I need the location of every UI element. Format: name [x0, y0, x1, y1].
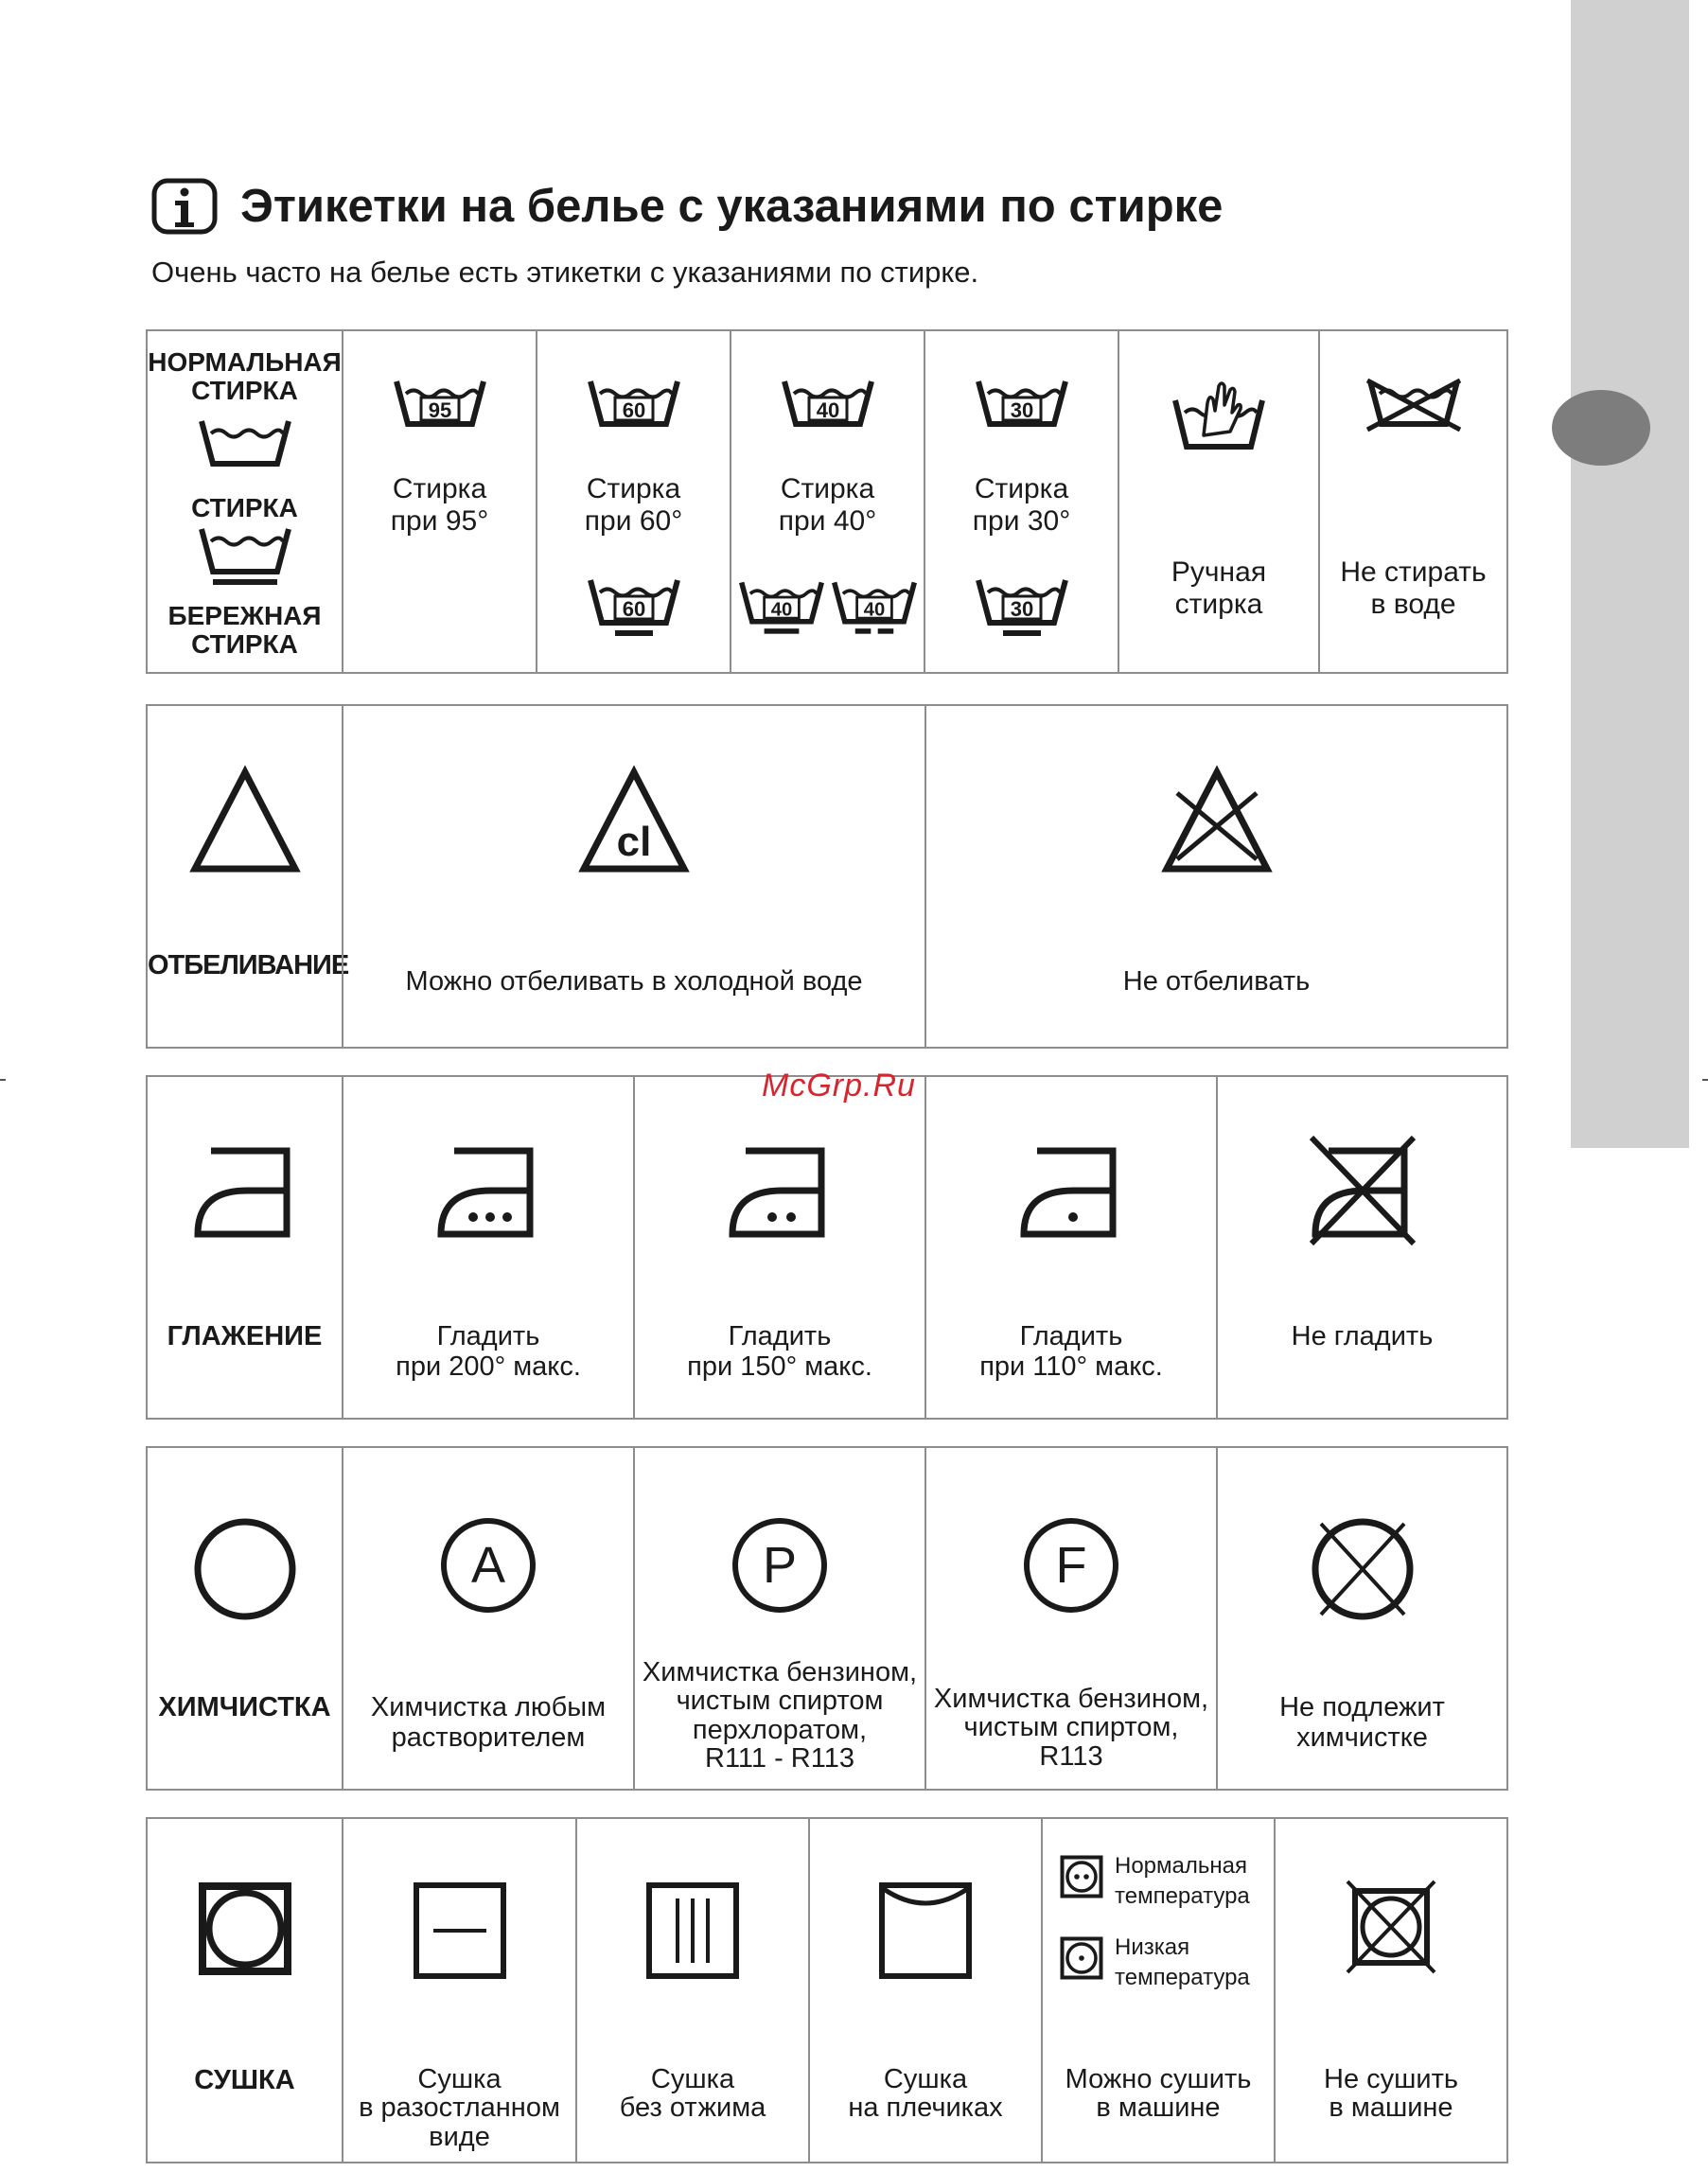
- normal-temp-legend: [1060, 1855, 1250, 1913]
- normal-temp-text: Нормальная температура: [1115, 1853, 1250, 1910]
- svg-text:F: F: [1055, 1537, 1087, 1594]
- washing-table: [146, 329, 1508, 674]
- drying-table: [146, 1817, 1508, 2163]
- dry-flat-cell: [342, 1819, 575, 2162]
- no-wash-text: Не стирать в воде: [1340, 556, 1487, 620]
- machine-dry-cell: [1041, 1819, 1274, 2162]
- iron-200-text: Гладить при 200° макс.: [396, 1321, 581, 1383]
- gentle-wash-tub-icon: [198, 524, 292, 591]
- wash-30-cell: [924, 331, 1118, 672]
- no-machine-dry-text: Не сушить в машине: [1324, 2064, 1458, 2124]
- page-title: Этикетки на белье с указаниями по стирке: [240, 181, 1224, 232]
- iron-category-cell: [148, 1077, 342, 1418]
- hanger-dry-cell: [808, 1819, 1041, 2162]
- hand-wash-icon: [1171, 377, 1266, 452]
- no-wash-cell: [1318, 331, 1506, 672]
- dry-clean-f-icon: [1022, 1516, 1120, 1615]
- dry-clean-f-cell: [924, 1448, 1216, 1789]
- bleach-triangle-icon: [188, 765, 302, 874]
- iron-200-cell: [342, 1077, 633, 1418]
- no-iron-cell: [1216, 1077, 1506, 1418]
- dry-category-cell: [148, 1819, 342, 2162]
- dry-clean-p-icon: [731, 1516, 829, 1615]
- dry-clean-p-cell: [633, 1448, 924, 1789]
- washing-legend-cell: [148, 331, 342, 672]
- bleach-cl-icon: [577, 765, 691, 874]
- iron-150-cell: [633, 1077, 924, 1418]
- crop-mark-left: [0, 1079, 6, 1081]
- no-wash-icon: [1362, 377, 1466, 435]
- wash-40-gentle-icon: [738, 575, 825, 642]
- dry-clean-a-icon: [439, 1516, 537, 1615]
- ironing-table: [146, 1075, 1508, 1420]
- side-tab: [1571, 0, 1689, 1148]
- wash-95-text: Стирка при 95°: [390, 473, 489, 537]
- bleach-cold-text: Можно отбеливать в холодной воде: [405, 966, 863, 997]
- dry-flat-icon: [413, 1881, 507, 1980]
- drip-dry-text: Сушка без отжима: [619, 2064, 766, 2124]
- no-bleach-text: Не отбеливать: [1122, 966, 1311, 997]
- tumble-dry-icon: [198, 1881, 292, 1976]
- dry-clean-p-text: Химчистка бензином, чистым спиртом перхлоратом, R111 - R113: [642, 1657, 918, 1775]
- no-iron-text: Не гладить: [1291, 1321, 1434, 1351]
- no-dry-clean-text: Не подлежит химчистке: [1279, 1692, 1445, 1754]
- wash-40-icon: [781, 377, 875, 433]
- svg-text:95: 95: [428, 398, 451, 422]
- svg-text:cl: cl: [616, 819, 652, 865]
- svg-text:60: 60: [622, 597, 645, 621]
- delicate-wash-label: БЕРЕЖНАЯ СТИРКА: [167, 601, 322, 660]
- wash-40-very-gentle-icon: [831, 575, 918, 642]
- no-dry-clean-icon: [1310, 1516, 1416, 1622]
- wash-30-text: Стирка при 30°: [972, 473, 1071, 537]
- svg-text:40: 40: [770, 599, 792, 621]
- dry-clean-circle-icon: [192, 1516, 298, 1622]
- drip-dry-cell: [575, 1819, 808, 2162]
- iron-110-cell: [924, 1077, 1216, 1418]
- svg-text:40: 40: [863, 599, 885, 621]
- tumble-dry-normal-icon: [1060, 1855, 1103, 1898]
- tumble-dry-low-icon: [1060, 1936, 1103, 1980]
- wash-95-icon: [393, 377, 487, 433]
- wash-60-gentle-icon: [587, 575, 681, 642]
- iron-150-text: Гладить при 150° макс.: [687, 1321, 872, 1383]
- svg-text:40: 40: [816, 398, 839, 422]
- wash-40-cell: [730, 331, 924, 672]
- no-machine-dry-cell: [1274, 1819, 1506, 2162]
- svg-text:30: 30: [1010, 398, 1033, 422]
- page-subtitle: Очень часто на белье есть этикетки с указаниями по стирке.: [151, 256, 979, 289]
- info-icon: [151, 178, 218, 235]
- dry-clean-f-text: Химчистка бензином, чистым спиртом, R113: [933, 1684, 1209, 1772]
- wash-95-cell: [342, 331, 536, 672]
- low-temp-legend: [1060, 1936, 1250, 1994]
- dry-flat-text: Сушка в разостланном виде: [359, 2064, 560, 2152]
- svg-text:30: 30: [1010, 597, 1033, 621]
- no-tumble-dry-icon: [1344, 1878, 1438, 1976]
- dry-clean-table: [146, 1446, 1508, 1791]
- iron-icon: [192, 1145, 298, 1240]
- dry-clean-category-cell: [148, 1448, 342, 1789]
- normal-wash-label: НОРМАЛЬНАЯ СТИРКА: [148, 347, 342, 406]
- dry-clean-a-cell: [342, 1448, 633, 1789]
- watermark: McGrp.Ru: [762, 1068, 916, 1104]
- crop-mark-right: [1702, 1079, 1708, 1081]
- svg-text:P: P: [762, 1537, 798, 1594]
- chapter-marker: [1552, 390, 1650, 466]
- low-temp-text: Низкая температура: [1115, 1934, 1250, 1991]
- svg-text:60: 60: [622, 398, 645, 422]
- no-dry-clean-cell: [1216, 1448, 1506, 1789]
- wash-30-gentle-icon: [975, 575, 1069, 642]
- iron-110-icon: [1018, 1145, 1124, 1240]
- hand-wash-cell: [1118, 331, 1318, 672]
- dry-category-label: СУШКА: [194, 2065, 295, 2095]
- wash-40-gentle-icons: [738, 575, 918, 642]
- wash-40-text: Стирка при 40°: [778, 473, 877, 537]
- hanger-dry-icon: [878, 1881, 973, 1980]
- hanger-dry-text: Сушка на плечиках: [848, 2064, 1003, 2124]
- svg-text:A: A: [470, 1537, 506, 1594]
- wash-60-cell: [536, 331, 730, 672]
- machine-dry-text: Можно сушить в машине: [1065, 2064, 1252, 2124]
- bleach-table: [146, 704, 1508, 1049]
- iron-110-text: Гладить при 110° макс.: [979, 1321, 1163, 1383]
- bleach-cold-cell: [342, 706, 924, 1047]
- header: [151, 178, 1223, 235]
- bleach-category-cell: [148, 706, 349, 1047]
- wash-30-icon: [975, 377, 1069, 433]
- no-bleach-icon: [1160, 765, 1274, 874]
- drip-dry-icon: [645, 1881, 740, 1980]
- bleach-category-label: ОТБЕЛИВАНИЕ: [148, 950, 349, 980]
- gentle-wash-label: СТИРКА: [191, 493, 298, 522]
- iron-150-icon: [727, 1145, 833, 1240]
- normal-wash-tub-icon: [198, 416, 292, 469]
- wash-60-icon: [587, 377, 681, 433]
- iron-category-label: ГЛАЖЕНИЕ: [167, 1321, 323, 1351]
- dry-clean-category-label: ХИМЧИСТКА: [158, 1692, 331, 1722]
- dry-clean-a-text: Химчистка любым растворителем: [370, 1692, 607, 1754]
- no-iron-icon: [1304, 1132, 1421, 1249]
- wash-60-text: Стирка при 60°: [584, 473, 683, 537]
- no-bleach-cell: [924, 706, 1506, 1047]
- iron-200-icon: [435, 1145, 541, 1240]
- hand-wash-text: Ручная стирка: [1171, 556, 1267, 620]
